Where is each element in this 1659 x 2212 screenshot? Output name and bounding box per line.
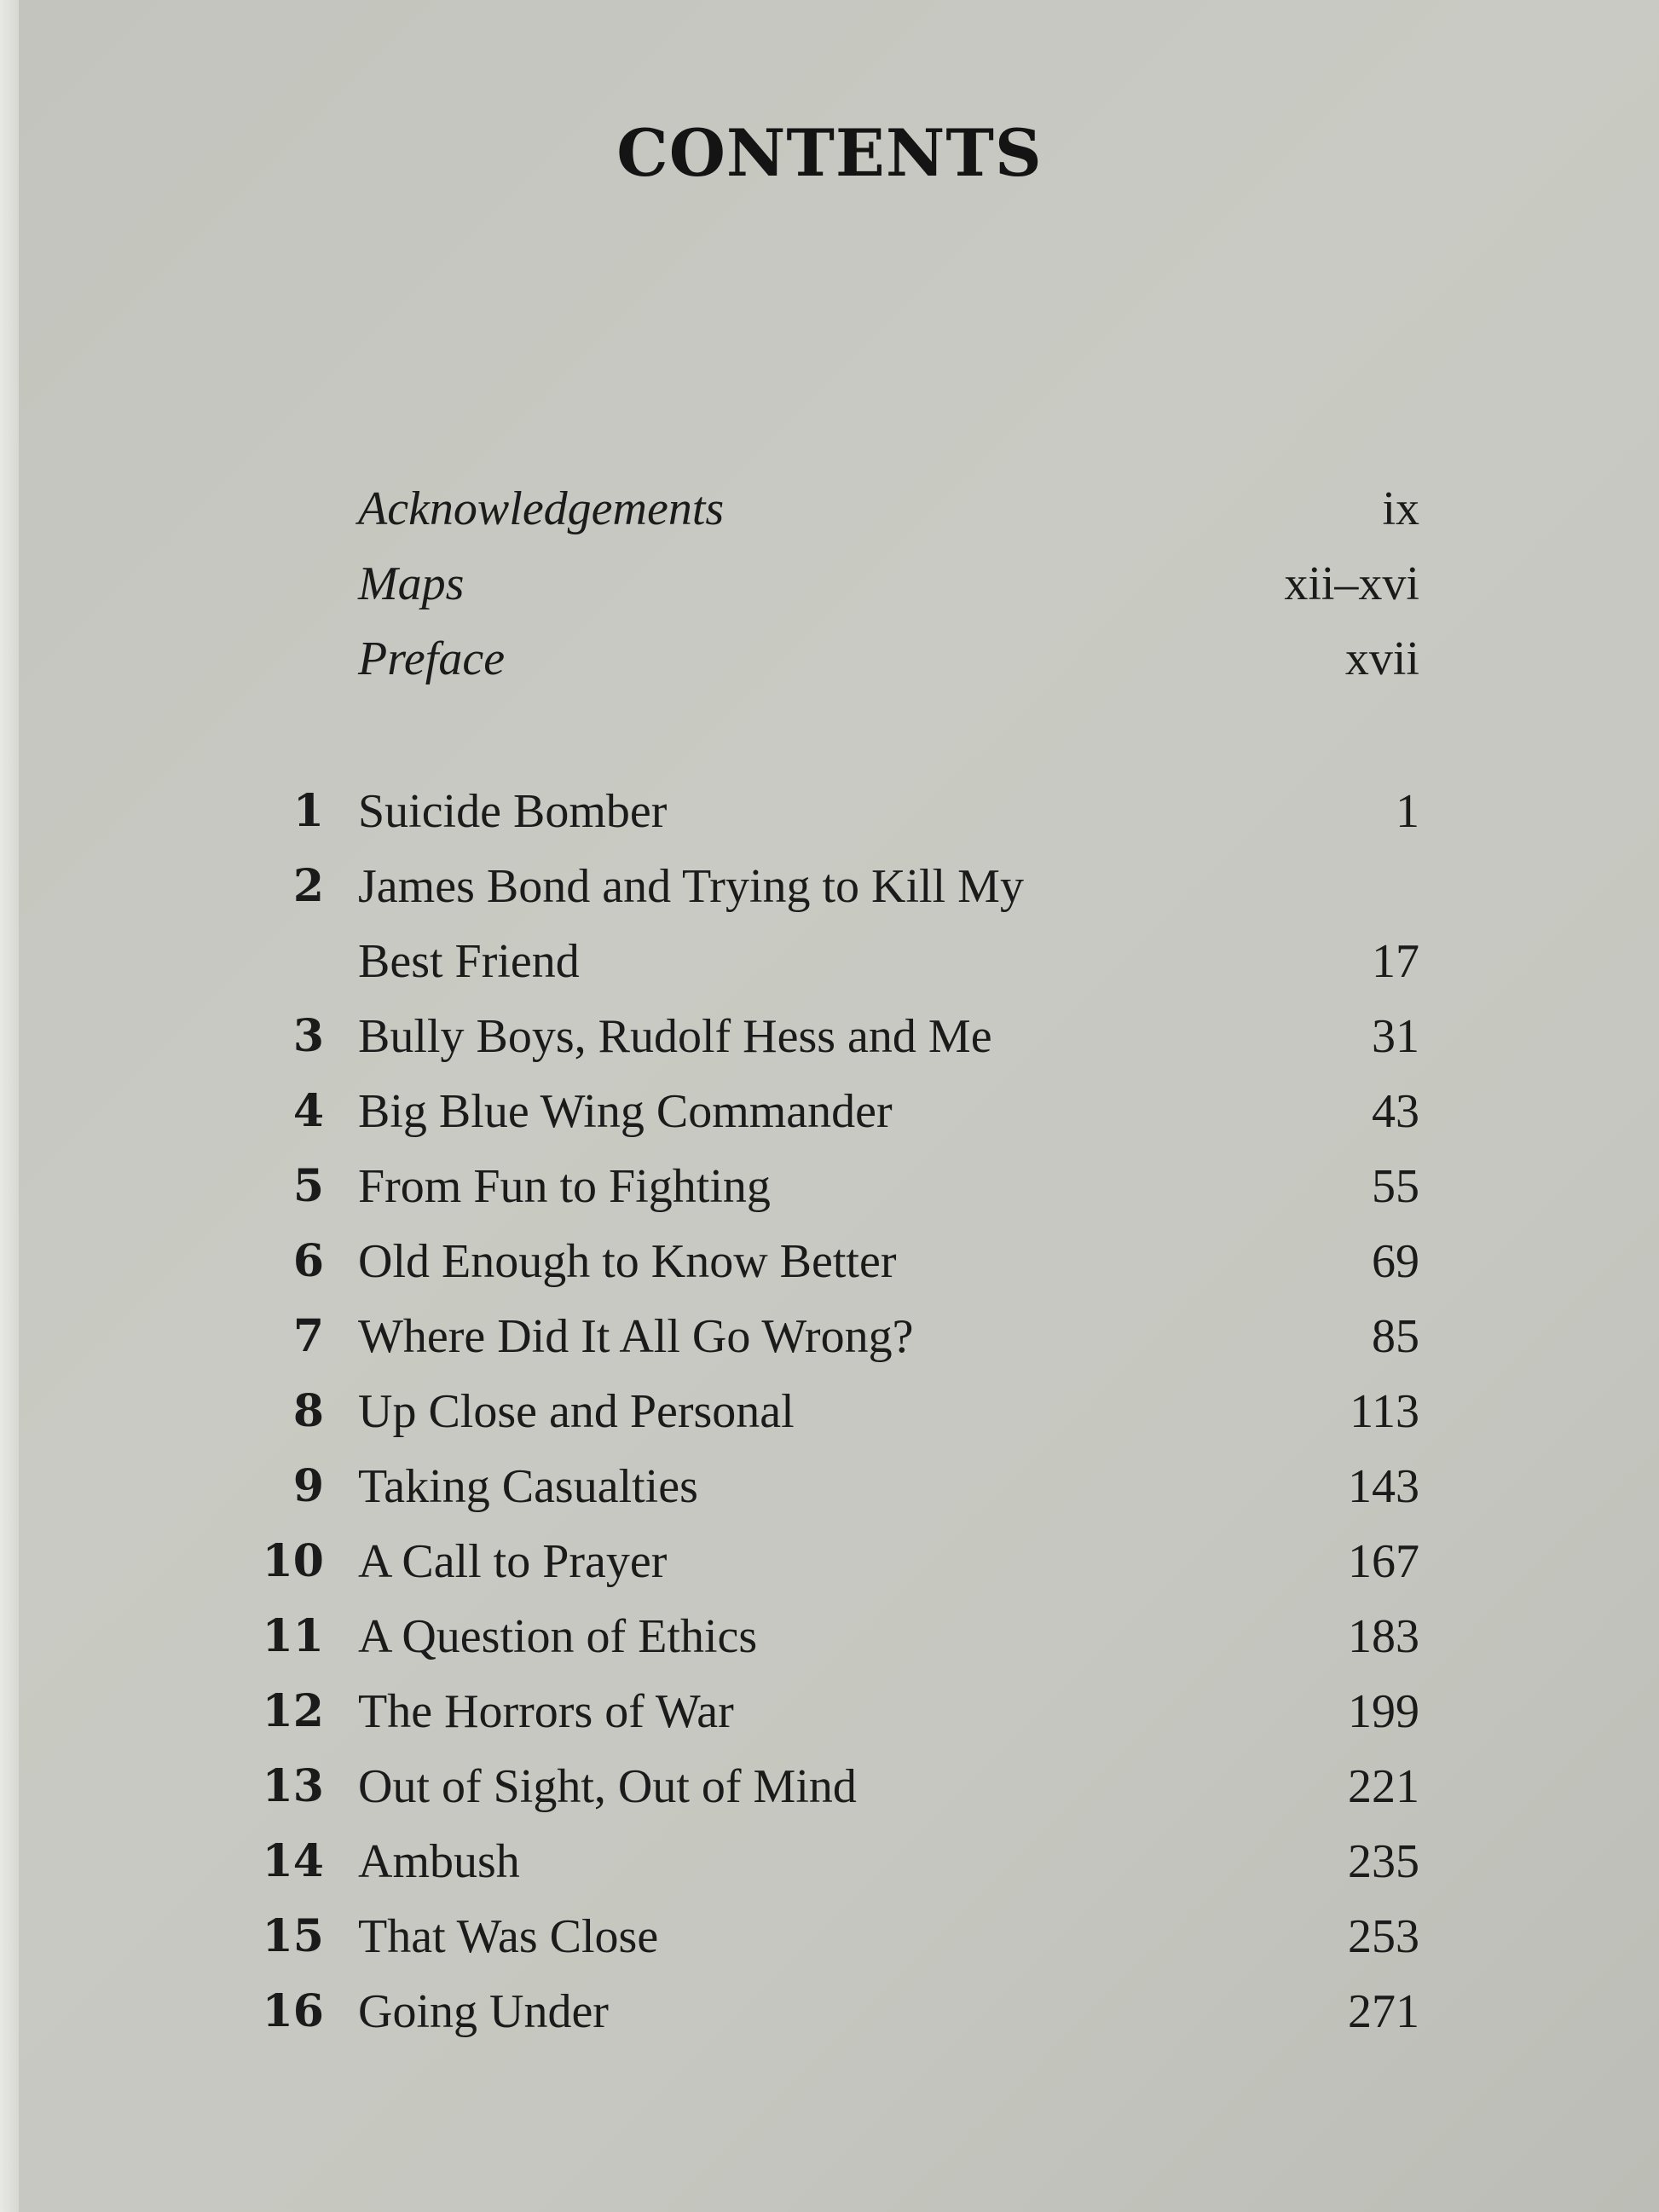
chapter-page: 31 xyxy=(1372,1010,1419,1063)
front-matter-item xyxy=(256,546,1419,621)
chapter-page: 253 xyxy=(1348,1910,1419,1963)
chapter-number: 6 xyxy=(292,1235,324,1287)
chapter-number: 9 xyxy=(292,1460,324,1512)
front-matter-item xyxy=(256,621,1419,696)
chapter-title: Big Blue Wing Commander xyxy=(358,1085,893,1138)
chapter-page: 43 xyxy=(1372,1085,1419,1138)
chapter-number: 7 xyxy=(292,1310,324,1362)
chapter-page: 167 xyxy=(1348,1535,1419,1588)
chapter-title-continued: Best Friend xyxy=(358,935,580,988)
chapter-item xyxy=(256,1899,1419,1974)
chapter-number: 1 xyxy=(292,785,324,837)
chapter-item xyxy=(256,1674,1419,1749)
chapter-item xyxy=(256,1074,1419,1149)
chapter-title: Old Enough to Know Better xyxy=(358,1235,897,1288)
chapter-number: 10 xyxy=(262,1535,324,1587)
chapter-page: 143 xyxy=(1348,1460,1419,1513)
chapter-number: 4 xyxy=(292,1085,324,1137)
chapter-title: James Bond and Trying to Kill My xyxy=(358,860,1024,913)
chapter-page: 183 xyxy=(1348,1610,1419,1663)
chapter-item xyxy=(256,774,1419,849)
chapter-title: Suicide Bomber xyxy=(358,785,668,838)
chapter-title: Ambush xyxy=(358,1835,520,1888)
chapter-title: Bully Boys, Rudolf Hess and Me xyxy=(358,1010,992,1063)
chapter-number: 5 xyxy=(292,1160,324,1212)
chapter-item xyxy=(256,1749,1419,1824)
chapter-page: 271 xyxy=(1348,1985,1419,2038)
chapter-number: 12 xyxy=(262,1685,324,1737)
chapter-title: That Was Close xyxy=(358,1910,659,1963)
chapter-page: 199 xyxy=(1348,1685,1419,1738)
chapter-item xyxy=(256,1299,1419,1374)
chapter-item xyxy=(256,1374,1419,1449)
chapter-page: 55 xyxy=(1372,1160,1419,1213)
front-matter-page: xvii xyxy=(1344,632,1419,685)
chapter-number: 16 xyxy=(262,1985,324,2037)
chapter-number: 15 xyxy=(262,1910,324,1962)
chapter-item xyxy=(256,1149,1419,1224)
chapter-title: The Horrors of War xyxy=(358,1685,734,1738)
chapter-page: 17 xyxy=(1372,935,1419,988)
page-edge xyxy=(0,0,19,2212)
chapter-title: Up Close and Personal xyxy=(358,1385,795,1438)
chapter-page: 85 xyxy=(1372,1310,1419,1363)
chapter-number: 11 xyxy=(262,1610,324,1662)
chapter-item xyxy=(256,1974,1419,2049)
front-matter-page: xii–xvi xyxy=(1284,557,1419,610)
chapter-page: 113 xyxy=(1350,1385,1419,1438)
chapter-item xyxy=(256,1449,1419,1524)
chapter-item xyxy=(256,1599,1419,1674)
chapter-title: Out of Sight, Out of Mind xyxy=(358,1760,857,1813)
chapter-item xyxy=(256,1524,1419,1599)
chapter-number: 2 xyxy=(292,860,324,912)
front-matter-page: ix xyxy=(1382,482,1419,535)
chapter-title: A Question of Ethics xyxy=(358,1610,758,1663)
chapter-page: 69 xyxy=(1372,1235,1419,1288)
chapter-item xyxy=(256,1824,1419,1899)
front-matter-label: Maps xyxy=(358,557,465,610)
chapter-page: 235 xyxy=(1348,1835,1419,1888)
chapter-title: A Call to Prayer xyxy=(358,1535,668,1588)
chapter-list xyxy=(256,774,1419,2049)
chapter-item-continuation xyxy=(256,924,1419,999)
chapter-page: 1 xyxy=(1396,785,1419,838)
chapter-title: From Fun to Fighting xyxy=(358,1160,771,1213)
front-matter-item xyxy=(256,471,1419,546)
chapter-item xyxy=(256,1224,1419,1299)
chapter-title: Going Under xyxy=(358,1985,609,2038)
chapter-item xyxy=(256,849,1419,924)
front-matter-label: Acknowledgements xyxy=(358,482,725,535)
chapter-page: 221 xyxy=(1348,1760,1419,1813)
chapter-number: 13 xyxy=(262,1760,324,1812)
page-title: CONTENTS xyxy=(616,115,1043,191)
chapter-number: 3 xyxy=(292,1010,324,1062)
chapter-title: Where Did It All Go Wrong? xyxy=(358,1310,914,1363)
chapter-item xyxy=(256,999,1419,1074)
chapter-title: Taking Casualties xyxy=(358,1460,698,1513)
chapter-number: 14 xyxy=(262,1835,324,1887)
front-matter-label: Preface xyxy=(358,632,506,685)
front-matter-list xyxy=(256,471,1419,696)
chapter-number: 8 xyxy=(292,1385,324,1437)
